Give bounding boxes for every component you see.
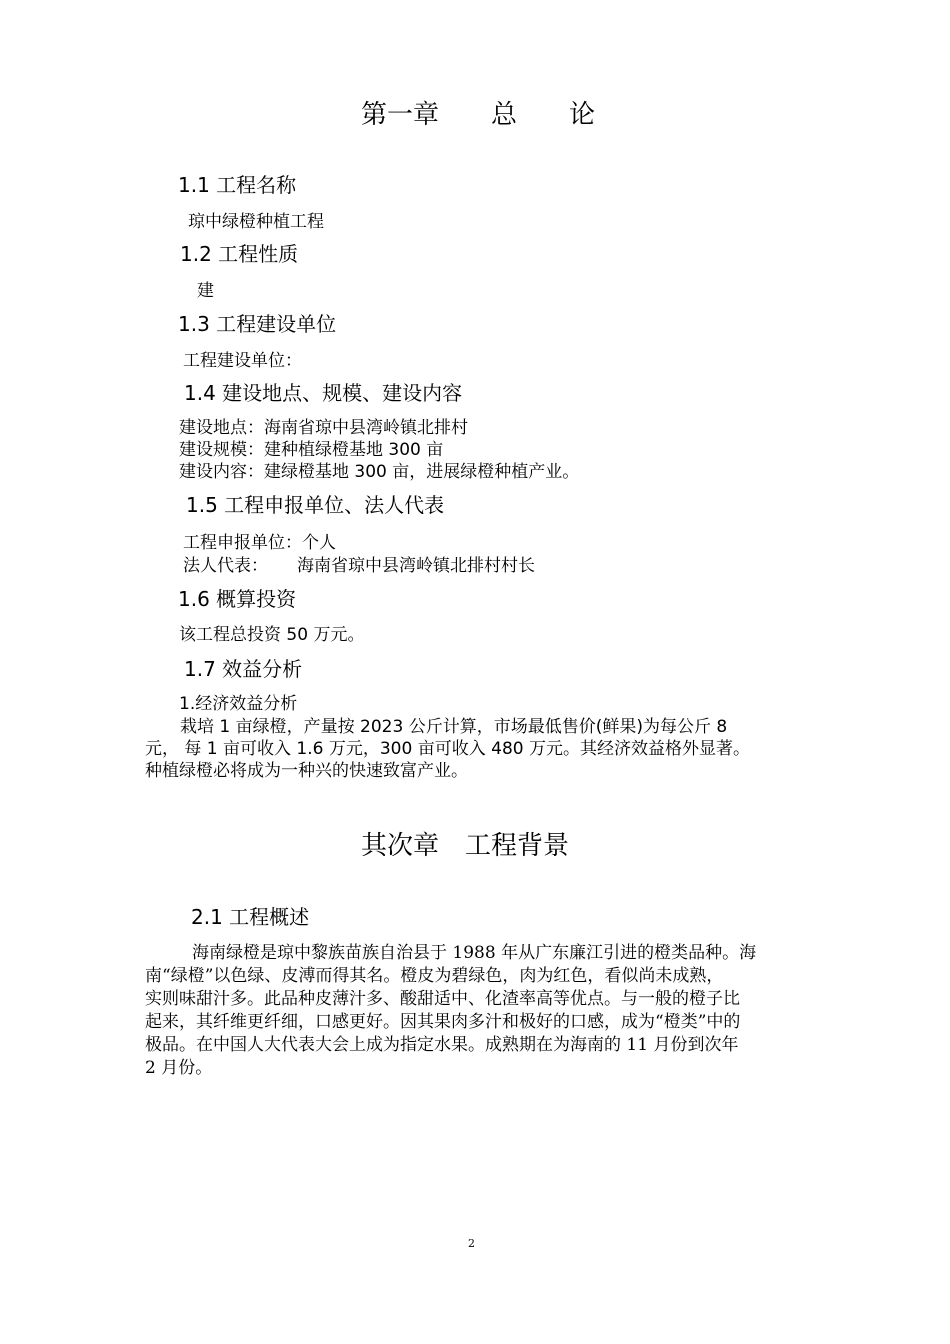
benefit-analysis-paragraph xyxy=(145,716,750,782)
section-1-6-text: 该工程总投资 50 万元。 xyxy=(179,625,365,645)
legal-rep-value: 海南省琼中县湾岭镇北排村村长 xyxy=(297,556,535,576)
section-1-3-text: 工程建设单位： xyxy=(183,351,302,371)
section-1-1-heading: 1.1 工程名称 xyxy=(178,173,297,197)
paragraph-line: 南“绿橙”以色绿、皮溥而得其名。橙皮为碧绿色，肉为红色，看似尚未成熟， xyxy=(145,966,724,986)
section-1-6-heading: 1.6 概算投资 xyxy=(178,587,297,611)
section-1-3-heading: 1.3 工程建设单位 xyxy=(178,312,337,336)
paragraph-line: 实则味甜汁多。此品种皮薄汁多、酸甜适中、化渣率高等优点。与一般的橙子比 xyxy=(145,989,740,1009)
declaring-unit: 工程申报单位：个人 xyxy=(183,533,336,553)
section-1-2-text: 建 xyxy=(197,281,214,301)
paragraph-line: 海南绿橙是琼中黎族苗族自治县于 1988 年从广东廉江引进的橙类品种。海 xyxy=(192,943,757,963)
paragraph-line: 极品。在中国人大代表大会上成为指定水果。成熟期在为海南的 11 月份到次年 xyxy=(145,1035,739,1055)
chapter-1-title: 第一章 总 论 xyxy=(361,100,596,130)
section-1-4-heading: 1.4 建设地点、规模、建设内容 xyxy=(184,381,463,405)
paragraph-line: 起来，其纤维更纤细，口感更好。因其果肉多汁和极好的口感，成为“橙类”中的 xyxy=(145,1012,741,1032)
paragraph-line: 种植绿橙必将成为一种兴的快速致富产业。 xyxy=(145,761,468,781)
section-1-4-details xyxy=(179,417,579,483)
project-overview-paragraph xyxy=(145,942,756,1080)
paragraph-line: 栽培 1 亩绿橙，产量按 2023 公斤计算，市场最低售价(鲜果)为每公斤 8 xyxy=(180,717,728,737)
section-1-7-subheading: 1.经济效益分析 xyxy=(179,694,298,714)
paragraph-line: 元， 每 1 亩可收入 1.6 万元，300 亩可收入 480 万元。其经济效益格外显著。 xyxy=(145,739,750,759)
section-1-5-heading: 1.5 工程申报单位、法人代表 xyxy=(186,493,445,517)
paragraph-line: 2 月份。 xyxy=(145,1058,213,1078)
chapter-2-title: 其次章 工程背景 xyxy=(361,831,570,861)
section-1-2-heading: 1.2 工程性质 xyxy=(180,242,299,266)
page-number: 2 xyxy=(468,1237,475,1250)
construction-content: 建设内容：建绿橙基地 300 亩，进展绿橙种植产业。 xyxy=(179,462,580,482)
section-2-1-heading: 2.1 工程概述 xyxy=(191,905,310,929)
legal-rep-label: 法人代表： xyxy=(183,556,268,576)
section-1-7-heading: 1.7 效益分析 xyxy=(184,657,303,681)
construction-scale: 建设规模：建种植绿橙基地 300 亩 xyxy=(179,440,444,460)
construction-location: 建设地点：海南省琼中县湾岭镇北排村 xyxy=(179,418,468,438)
section-1-1-text: 琼中绿橙种植工程 xyxy=(188,212,324,232)
